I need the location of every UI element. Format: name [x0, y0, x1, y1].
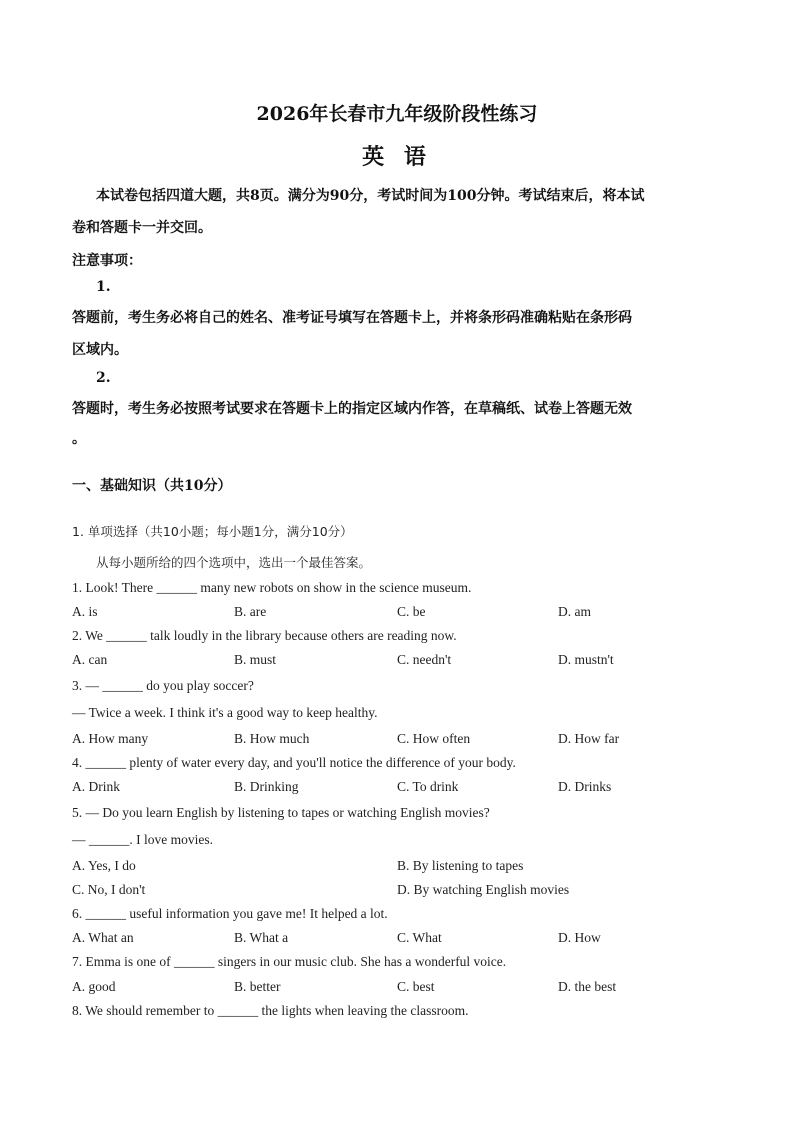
note-1-number: 1.	[96, 279, 111, 295]
note-2-line-1: 答题时，考生务必按照考试要求在答题卡上的指定区域内作答，在草稿纸、试卷上答题无效	[72, 401, 632, 417]
question-3-response: — Twice a week. I think it's a good way to keep healthy.	[72, 705, 378, 720]
question-3-stem: 3. — ______ do you play soccer?	[72, 678, 254, 693]
note-2-number: 2.	[96, 370, 111, 386]
question-4-stem: 4. ______ plenty of water every day, and you'll notice the difference of your body.	[72, 755, 516, 770]
question-3-option-d: D. How far	[558, 731, 620, 746]
question-1-stem: 1. Look! There ______ many new robots on show in the science museum.	[72, 580, 472, 595]
question-2-option-a: A. can	[72, 652, 108, 667]
question-1-option-a: A. is	[72, 604, 98, 619]
question-3-option-a: A. How many	[72, 731, 149, 746]
question-1-option-b: B. are	[234, 604, 267, 619]
question-5-option-c: C. No, I don't	[72, 882, 146, 897]
question-2-option-b: B. must	[234, 652, 277, 667]
question-6-option-c: C. What	[397, 930, 442, 945]
section-1-instruction: 从每小题所给的四个选项中，选出一个最佳答案。	[96, 555, 372, 570]
question-6-option-a: A. What an	[72, 930, 134, 945]
question-7-option-a: A. good	[72, 979, 116, 994]
intro-line-2: 卷和答题卡一并交回。	[72, 220, 212, 236]
question-7-option-c: C. best	[397, 979, 435, 994]
question-5-option-b: B. By listening to tapes	[397, 858, 524, 873]
question-1-option-c: C. be	[397, 604, 426, 619]
subject-title: 英 语	[362, 144, 432, 170]
section-1-subheading: 1. 单项选择（共10小题；每小题1分，满分10分）	[72, 524, 353, 539]
question-7-option-d: D. the best	[558, 979, 617, 994]
question-4-option-d: D. Drinks	[558, 779, 612, 794]
question-5-option-d: D. By watching English movies	[397, 882, 570, 897]
question-5-response: — ______. I love movies.	[72, 832, 213, 847]
notes-heading: 注意事项：	[72, 253, 142, 269]
question-3-option-c: C. How often	[397, 731, 471, 746]
section-1-heading: 一、基础知识（共10分）	[72, 478, 232, 494]
question-4-option-a: A. Drink	[72, 779, 120, 794]
note-1-line-2: 区域内。	[72, 342, 128, 358]
question-3-option-b: B. How much	[234, 731, 310, 746]
exam-title: 2026年长春市九年级阶段性练习	[256, 103, 538, 125]
question-1-option-d: D. am	[558, 604, 591, 619]
question-6-option-d: D. How	[558, 930, 601, 945]
question-7-option-b: B. better	[234, 979, 281, 994]
question-2-option-d: D. mustn't	[558, 652, 614, 667]
question-4-option-b: B. Drinking	[234, 779, 299, 794]
note-2-line-2: 。	[72, 431, 86, 447]
intro-line-1: 本试卷包括四道大题，共8页。满分为90分，考试时间为100分钟。考试结束后，将本试	[96, 188, 645, 204]
question-5-stem: 5. — Do you learn English by listening to tapes or watching English movies?	[72, 805, 490, 820]
question-7-stem: 7. Emma is one of ______ singers in our music club. She has a wonderful voice.	[72, 954, 507, 969]
note-1-line-1: 答题前，考生务必将自己的姓名、准考证号填写在答题卡上，并将条形码准确粘贴在条形码	[72, 310, 632, 326]
question-4-option-c: C. To drink	[397, 779, 459, 794]
question-8-stem: 8. We should remember to ______ the lights when leaving the classroom.	[72, 1003, 469, 1018]
question-2-stem: 2. We ______ talk loudly in the library because others are reading now.	[72, 628, 457, 643]
question-5-option-a: A. Yes, I do	[72, 858, 136, 873]
question-2-option-c: C. needn't	[397, 652, 452, 667]
question-6-option-b: B. What a	[234, 930, 289, 945]
question-6-stem: 6. ______ useful information you gave me! It helped a lot.	[72, 906, 388, 921]
